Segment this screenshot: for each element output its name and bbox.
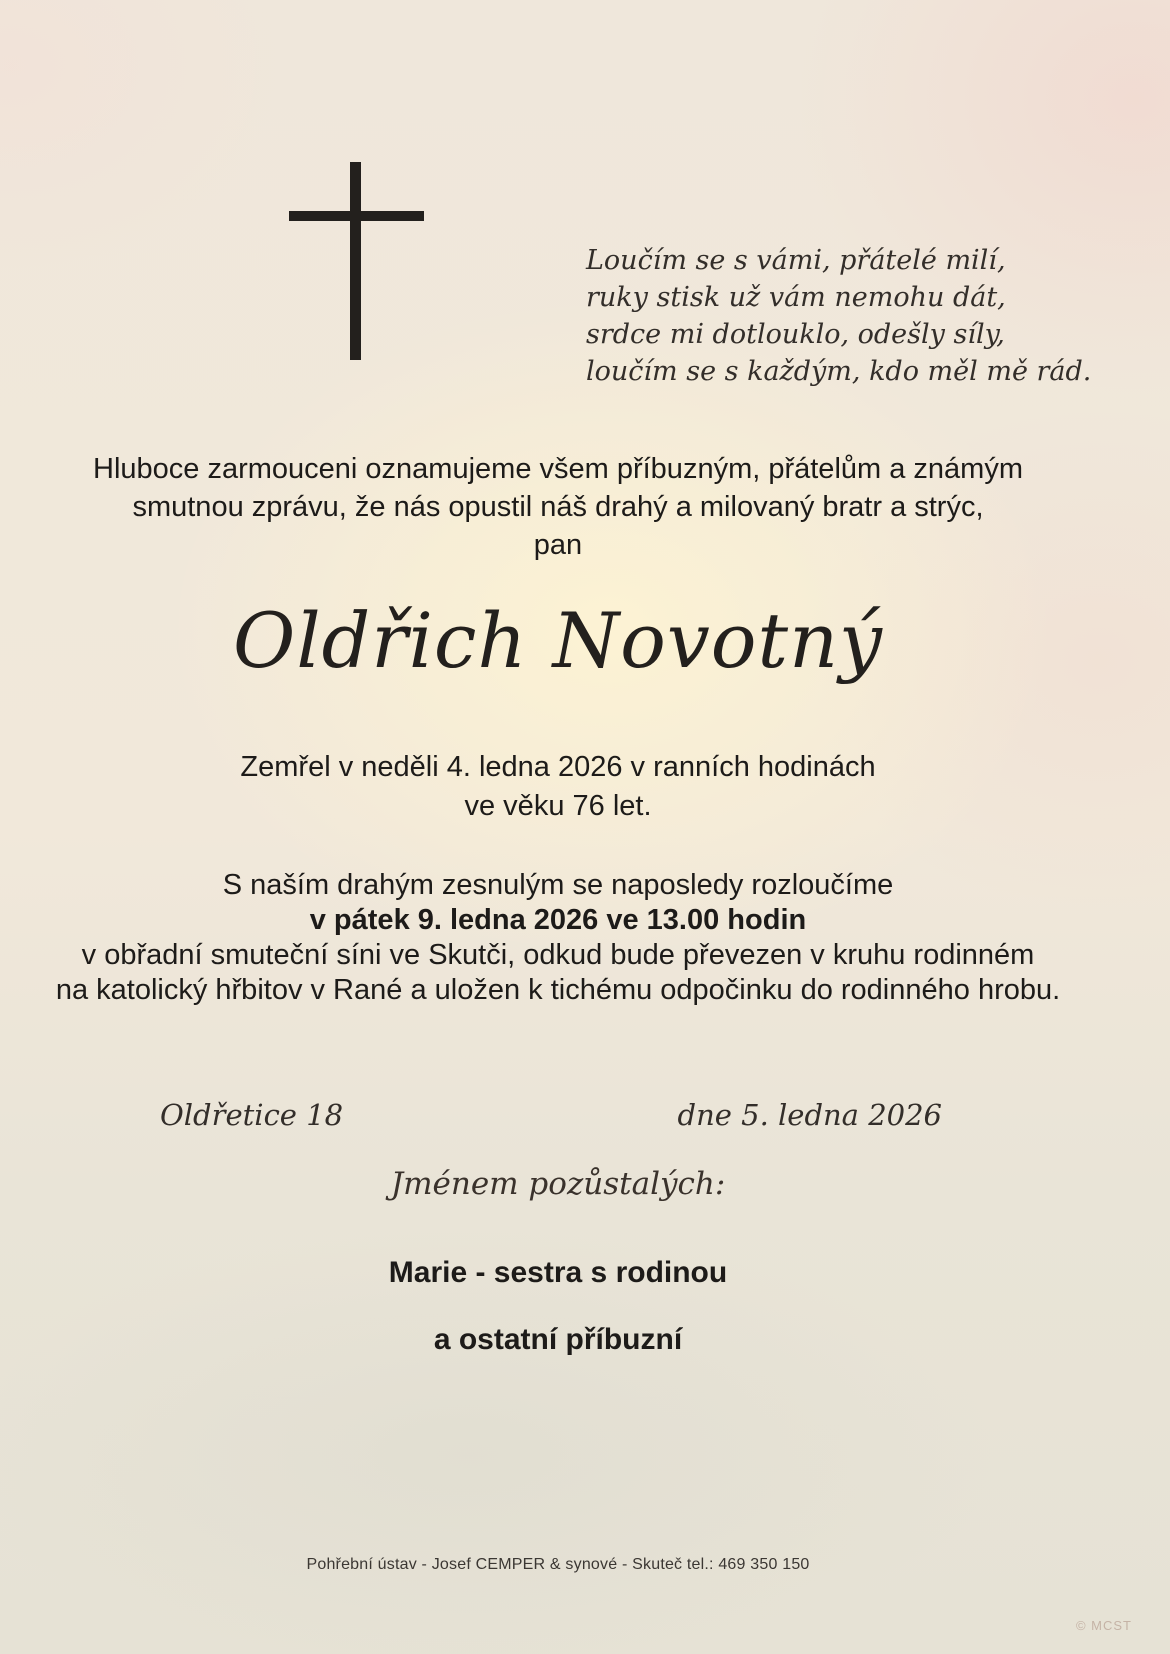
cross-horizontal-bar (289, 211, 424, 221)
mourner-name: a ostatní příbuzní (433, 1323, 683, 1356)
funeral-datetime-line: v pátek 9. ledna 2026 ve 13.00 hodin (309, 904, 807, 936)
farewell-poem (586, 242, 1091, 390)
death-announcement (0, 450, 1116, 564)
cross-vertical-bar (350, 162, 361, 360)
residence-address: Oldřetice 18 (160, 1098, 344, 1132)
notice-date: dne 5. ledna 2026 (677, 1098, 942, 1132)
poem-line: srdce mi dotlouklo, odešly síly, (586, 319, 1005, 350)
deceased-name: Oldřich Novotný (233, 596, 883, 685)
funeral-details (0, 868, 1116, 1008)
announcement-line: smutnou zprávu, že nás opustil náš drahý a milovaný bratr a strýc, (132, 491, 984, 523)
death-details (0, 748, 1116, 826)
announcement-line: pan (533, 529, 583, 561)
funeral-home-footer: Pohřební ústav - Josef CEMPER & synové - Skuteč tel.: 469 350 150 (306, 1556, 810, 1573)
funeral-location-line: v obřadní smuteční síni ve Skutči, odkud bude převezen v kruhu rodinném (81, 939, 1035, 971)
funeral-burial-line: na katolický hřbitov v Rané a uložen k tichému odpočinku do rodinného hrobu. (55, 974, 1061, 1006)
poem-line: Loučím se s vámi, přátelé milí, (586, 245, 1006, 276)
mourner-name: Marie - sestra s rodinou (388, 1256, 728, 1289)
death-date-line: Zemřel v neděli 4. ledna 2026 v ranních hodinách (240, 751, 876, 783)
poem-line: loučím se s každým, kdo měl mě rád. (586, 356, 1092, 387)
funeral-intro-line: S naším drahým zesnulým se naposledy rozloučíme (222, 869, 894, 901)
printer-watermark: © MCST (1075, 1618, 1132, 1633)
announcement-line: Hluboce zarmouceni oznamujeme všem příbuzným, přátelům a známým (93, 453, 1023, 485)
death-age-line: ve věku 76 let. (464, 790, 652, 822)
poem-line: ruky stisk už vám nemohu dát, (586, 282, 1006, 313)
cross-icon (289, 162, 424, 360)
mourners-heading: Jménem pozůstalých: (390, 1166, 726, 1202)
